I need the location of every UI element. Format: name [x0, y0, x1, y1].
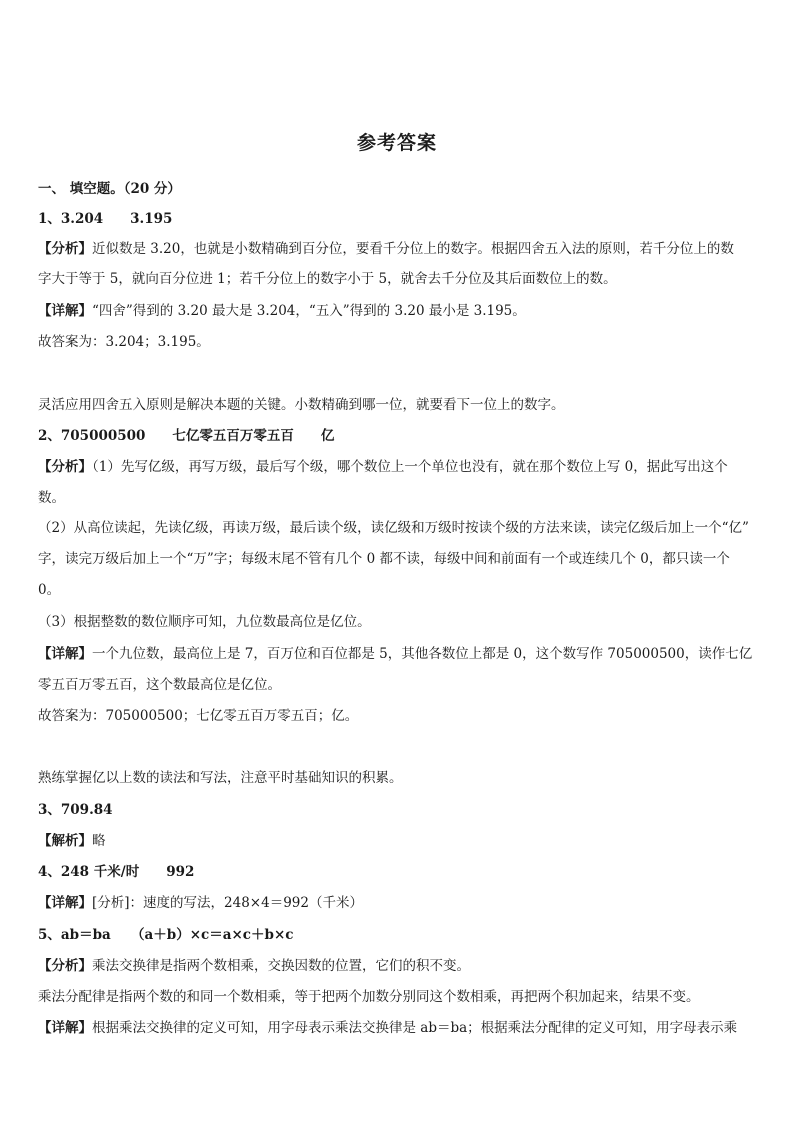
q4-detail-line [38, 894, 758, 912]
q4-detail-text: [分析]：速度的写法，248×4＝992（千米） [92, 895, 363, 911]
q5-analysis-text: 乘法交换律是指两个数相乘，交换因数的位置，它们的积不变。 [92, 958, 470, 974]
q2-analysis-line2: 数。 [38, 490, 65, 506]
detail-tag: 【详解】 [38, 646, 92, 662]
q1-detail-text: “四舍”得到的 3.20 最大是 3.204，“五入”得到的 3.20 最小是 3.195。 [92, 303, 526, 319]
q2-tip: 熟练掌握亿以上数的读法和写法，注意平时基础知识的积累。 [38, 770, 403, 786]
page-title: 参考答案 [356, 132, 437, 154]
q2-analysis-line5: 0。 [38, 582, 61, 598]
q5-analysis-line1 [38, 957, 758, 975]
q3-answer: 3、709.84 [38, 802, 113, 818]
detail-tag: 【详解】 [38, 1020, 92, 1036]
q1-detail-line [38, 302, 758, 320]
q2-detail-line1 [38, 645, 758, 663]
q2-analysis-line1 [38, 458, 758, 476]
explain-tag: 【解析】 [38, 833, 92, 849]
q5-detail-line1 [38, 1019, 758, 1037]
q3-explain-line [38, 832, 758, 850]
detail-tag: 【详解】 [38, 303, 92, 319]
analysis-tag: 【分析】 [38, 459, 92, 475]
analysis-tag: 【分析】 [38, 241, 92, 257]
q5-detail-text: 根据乘法交换律的定义可知，用字母表示乘法交换律是 ab＝ba；根据乘法分配律的定义可知，用字母表示乘 [92, 1020, 738, 1036]
q1-analysis-line1 [38, 240, 758, 258]
q1-analysis-text: 近似数是 3.20，也就是小数精确到百分位，要看千分位上的数字。根据四舍五入法的原则，若千分位上的数 [92, 241, 734, 257]
q2-analysis-line6: （3）根据整数的数位顺序可知，九位数最高位是亿位。 [38, 614, 371, 630]
section-heading: 一、 填空题。（20 分） [38, 181, 181, 197]
detail-tag: 【详解】 [38, 895, 92, 911]
q5-analysis-line2: 乘法分配律是指两个数的和同一个数相乘，等于把两个加数分别同这个数相乘，再把两个积加起来，结果不变。 [38, 989, 700, 1005]
q4-answer: 4、248 千米/时 992 [38, 864, 195, 880]
q1-analysis-line2: 字大于等于 5，就向百分位进 1；若千分位上的数字小于 5，就舍去千分位及其后面数位上的数。 [38, 271, 617, 287]
q3-explain-text: 略 [92, 833, 106, 849]
q2-detail-line2: 零五百万零五百，这个数最高位是亿位。 [38, 677, 281, 693]
q2-analysis-text: （1）先写亿级，再写万级，最后写个级，哪个数位上一个单位也没有，就在那个数位上写 0，据此写出这个 [92, 459, 728, 475]
q2-answer: 2、705000500 七亿零五百万零五百 亿 [38, 428, 335, 444]
q2-analysis-line3: （2）从高位读起，先读亿级，再读万级，最后读个级，读亿级和万级时按读个级的方法来读，读完亿级后加上一个“亿” [38, 520, 749, 536]
analysis-tag: 【分析】 [38, 958, 92, 974]
q5-answer: 5、ab＝ba （a＋b）×c＝a×c＋b×c [38, 927, 294, 943]
q2-conclusion: 故答案为：705000500；七亿零五百万零五百；亿。 [38, 708, 359, 724]
q2-analysis-line4: 字，读完万级后加上一个“万”字；每级末尾不管有几个 0 都不读，每级中间和前面有一个或连续几个 0，都只读一个 [38, 551, 730, 567]
q2-detail-text: 一个九位数，最高位上是 7，百万位和百位都是 5，其他各数位上都是 0，这个数写作 705000500，读作七亿 [92, 646, 753, 662]
q1-conclusion: 故答案为：3.204；3.195。 [38, 334, 210, 350]
q1-tip: 灵活应用四舍五入原则是解决本题的关键。小数精确到哪一位，就要看下一位上的数字。 [38, 397, 565, 413]
q1-answer: 1、3.204 3.195 [38, 211, 173, 227]
